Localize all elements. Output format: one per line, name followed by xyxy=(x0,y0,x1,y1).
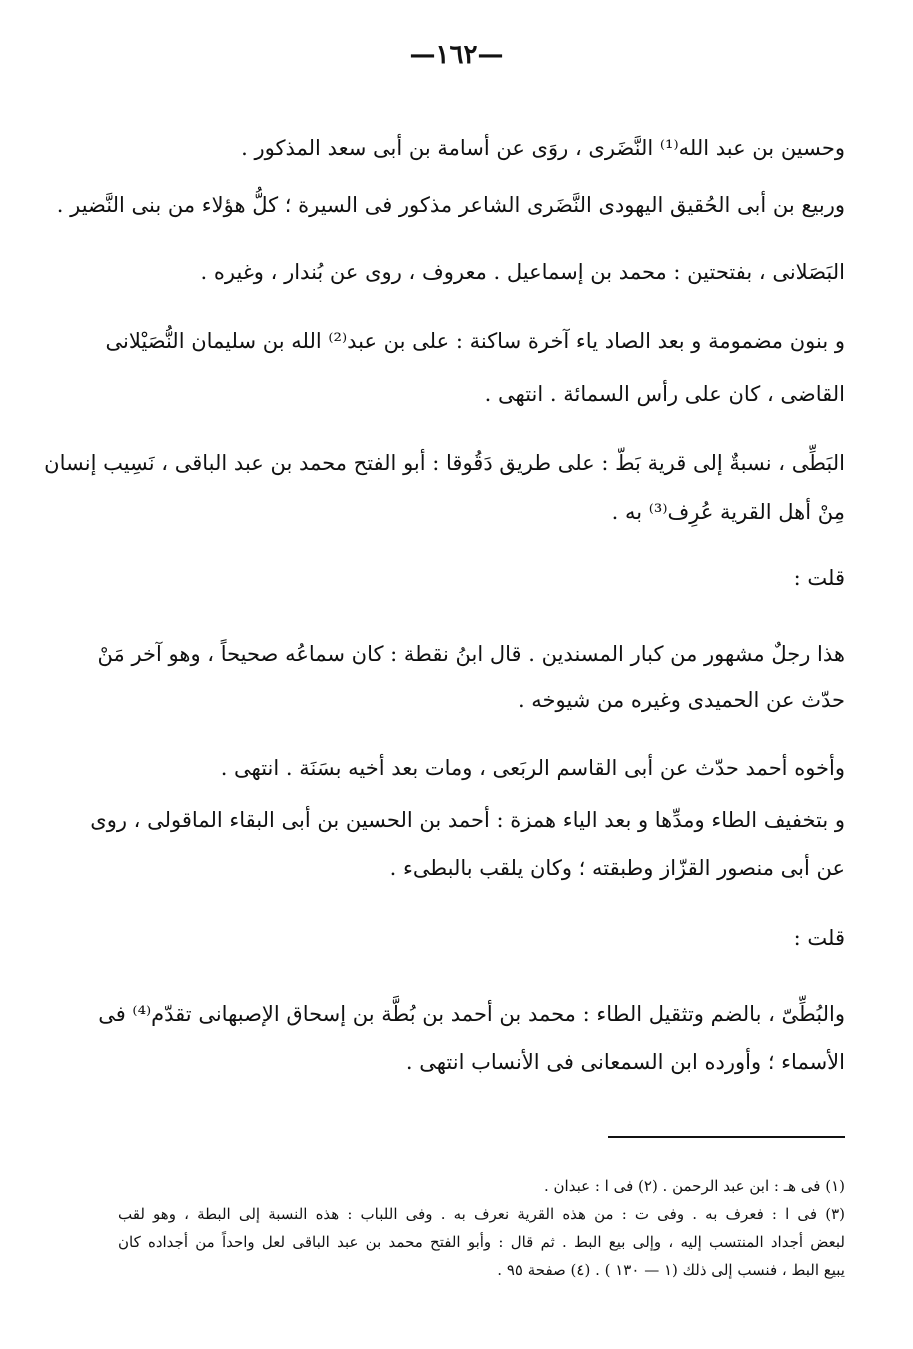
text-line: الأسماء ؛ وأورده ابن السمعانى فى الأنساب انتهى . xyxy=(405,1050,845,1074)
page-number: —١٦٢— xyxy=(409,40,504,70)
section-heading: قلت : xyxy=(793,926,845,950)
footnote-line: (١) فى هـ : ابن عبد الرحمن . (٢) فى ا : عبدان . xyxy=(543,1177,845,1195)
text-line: و بتخفيف الطاء ومدِّها و بعد الياء همزة : أحمد بن الحسين بن أبى البقاء الماقولى ، روى xyxy=(90,808,845,832)
text-line: عن أبى منصور القزّاز وطبقته ؛ وكان يلقب بالبطىء . xyxy=(389,856,845,880)
footnote-line: لبعض أجداد المنتسب إليه ، وإلى بيع البط . ثم قال : وأبو الفتح محمد بن عبد الباقى لعل واحداً من أجداده كان xyxy=(118,1233,845,1251)
text-line: القاضى ، كان على رأس السمائة . انتهى . xyxy=(484,382,845,406)
text-line: والبُطِّىّ ، بالضم وتثقيل الطاء : محمد بن أحمد بن بُطَّة بن إسحاق الإصبهانى تقدّم⁽⁴⁾ فى xyxy=(98,1002,845,1026)
text-line: البَصَلانى ، بفتحتين : محمد بن إسماعيل . معروف ، روى عن بُندار ، وغيره . xyxy=(200,260,845,284)
text-line: و بنون مضمومة و بعد الصاد ياء آخرة ساكنة : على بن عبد⁽²⁾ الله بن سليمان النُّصَيْلانى xyxy=(105,329,845,353)
text-line: وحسين بن عبد الله⁽¹⁾ النَّضَرى ، روَى عن أسامة بن أبى سعد المذكور . xyxy=(241,136,845,160)
text-line: حدّث عن الحميدى وغيره من شيوخه . xyxy=(517,688,845,712)
section-heading: قلت : xyxy=(793,566,845,590)
text-line: هذا رجلٌ مشهور من كبار المسندين . قال ابنُ نقطة : كان سماعُه صحيحاً ، وهو آخر مَنْ xyxy=(97,642,845,666)
footnote-divider xyxy=(608,1136,845,1138)
text-line: البَطِّى ، نسبةٌ إلى قرية بَطّ : على طريق دَقُوقا : أبو الفتح محمد بن عبد الباقى ، نَسِيب إنسان xyxy=(44,451,845,475)
footnote-line: (٣) فى ا : فعرف به . وفى ت : من هذه القرية نعرف به . وفى اللباب : هذه النسبة إلى البطة ، وهو لقب xyxy=(118,1205,845,1223)
text-line: وأخوه أحمد حدّث عن أبى القاسم الربَعى ، ومات بعد أخيه بسَنَة . انتهى . xyxy=(220,756,845,780)
text-line: مِنْ أهل القرية عُرِف⁽³⁾ به . xyxy=(611,500,845,524)
footnote-line: يبيع البط ، فنسب إلى ذلك (١ — ١٣٠ ) . (٤) صفحة ٩٥ . xyxy=(497,1261,845,1279)
text-line: وربيع بن أبى الحُقيق اليهودى النَّضَرى الشاعر مذكور فى السيرة ؛ كلُّ هؤلاء من بنى النَّضير . xyxy=(56,193,845,217)
